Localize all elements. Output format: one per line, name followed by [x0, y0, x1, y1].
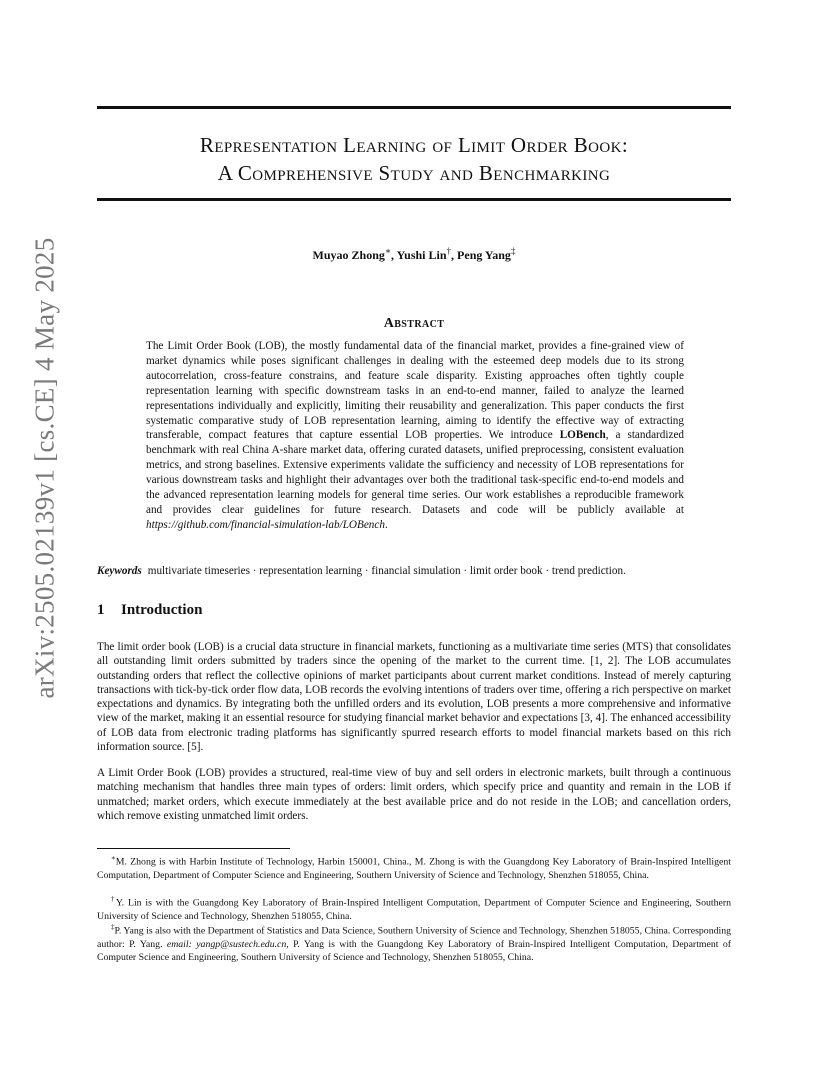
- footnote-1: [97, 852, 731, 882]
- footnote-mark: ∗: [111, 854, 116, 862]
- author-mark: ‡: [510, 246, 516, 256]
- section-number: 1: [97, 602, 105, 618]
- footnote-mark: †: [111, 895, 116, 903]
- benchmark-name: LOBench: [559, 429, 606, 442]
- footnote-text: Y. Lin is with the Guangdong Key Laboratory of Brain-Inspired Intelligent Computation, Department of Computer Science and Engineering, Southern University of Science and Technology, Shenzhen 518055, China.: [97, 897, 731, 922]
- author-list: Muyao Zhong∗, Yushi Lin†, Peng Yang‡: [312, 246, 516, 262]
- author-name: Muyao Zhong: [312, 248, 385, 262]
- footnote-text: M. Zhong is with Harbin Institute of Technology, Harbin 150001, China., M. Zhong is with the Guangdong Key Laboratory of Brain-Inspired Intelligent Computation, Department of Computer Science and Engineering, Southern University of Science and Technology, Shenzhen 518055, China.: [97, 856, 731, 881]
- abstract-text: [146, 339, 684, 533]
- section-heading: [97, 602, 202, 619]
- keywords-label: Keywords: [97, 565, 142, 577]
- title-line-2: A Comprehensive Study and Benchmarking: [217, 161, 611, 185]
- author-mark: ∗: [384, 246, 392, 256]
- footnote-text: , P. Yang is with the Guangdong Key Laboratory of Brain-Inspired Intelligent Computation, Department of Computer Science and Engineering, Southern University of Science and Technology, Shenzhen 518055, China.: [97, 938, 731, 964]
- footnote-mark: ‡: [111, 923, 115, 931]
- title-rule-bottom: [97, 198, 731, 201]
- footnote-2: [97, 893, 731, 923]
- abstract-heading: Abstract: [383, 316, 445, 331]
- paper-title: [97, 131, 731, 187]
- author-name: Peng Yang: [457, 248, 511, 262]
- abstract-part: The Limit Order Book (LOB), the mostly fundamental data of the financial market, provides a fine-grained view of market dynamics while poses significant challenges in dealing with the esteemed deep models due to its strong autocorrelation, cross-feature constrains, and feature scale disparity. Existing approaches often tightly couple representation learning with specific downstream tasks in an end-to-end manner, failed to analyze the learned representations individually and explicitly, limiting their reusability and generalization. This paper conducts the first systematic comparative study of LOB representation learning, aiming to identify the effective way of extracting transferable, compact features that capture essential LOB properties. We introduce: [146, 340, 684, 442]
- abstract-end: .: [384, 518, 388, 531]
- title-line-1: Representation Learning of Limit Order Book:: [199, 133, 629, 157]
- footnote-rule: [97, 848, 290, 849]
- keywords-text: multivariate timeseries · representation learning · financial simulation · limit order book · trend prediction.: [147, 565, 626, 577]
- author-mark: †: [446, 246, 452, 256]
- intro-paragraph-2: A Limit Order Book (LOB) provides a structured, real-time view of buy and sell orders in electronic markets, built through a continuous matching mechanism that handles three main types of orders: limit orders, which specify price and quantity and remain in the LOB if unmatched; market orders, which execute immediately at the best available price and do not reside in the LOB; and cancellation orders, which remove existing unmatched limit orders.: [97, 767, 731, 822]
- footnote-email[interactable]: email: yangp@sustech.edu.cn: [166, 938, 287, 950]
- dataset-link[interactable]: https://github.com/financial-simulation-lab/LOBench: [146, 518, 385, 531]
- abstract-part: , a standardized benchmark with real China A-share market data, offering curated datasets, unified preprocessing, consistent evaluation metrics, and strong baselines. Extensive experiments validate the sufficiency and necessity of LOB representations for various downstream tasks and highlight their advantages over both the traditional task-specific end-to-end models and the advanced representation learning models for general time series. Our work establishes a reproducible framework and provides clear guidelines for future research. Datasets and code will be publicly available at: [146, 429, 684, 516]
- footnote-3: [97, 921, 731, 964]
- section-title: Introduction: [121, 602, 203, 618]
- footnote-text: P. Yang is also with the Department of Statistics and Data Science, Southern University of Science and Technology, Shenzhen 518055, China. Corresponding author: P. Yang.: [97, 925, 732, 950]
- arxiv-identifier: arXiv:2505.02139v1 [cs.CE] 4 May 2025: [29, 237, 60, 699]
- keywords-line: [97, 565, 737, 577]
- intro-paragraph-1: The limit order book (LOB) is a crucial data structure in financial markets, functioning as a multivariate time series (MTS) that consolidates all outstanding limit orders submitted by traders since the opening of the market to the current time. [1, 2]. The LOB accumulates outstanding orders that reflect the collective opinions of market participants about current market conditions. Instead of merely capturing transactions with tick-by-tick order flow data, LOB records the evolving intentions of traders over time, offering a rich perspective on market expectations and dynamics. By integrating both the unfilled orders and its evolution, LOB presents a more comprehensive and informative view of the market, making it an essential resource for studying financial market behavior and expectations [3, 4]. The enhanced accessibility of LOB data from electronic trading platforms has significantly spurred research efforts to model financial markets based on this rich information source. [5].: [97, 641, 731, 754]
- author-name: Yushi Lin: [396, 248, 447, 262]
- title-rule-top: [97, 106, 731, 109]
